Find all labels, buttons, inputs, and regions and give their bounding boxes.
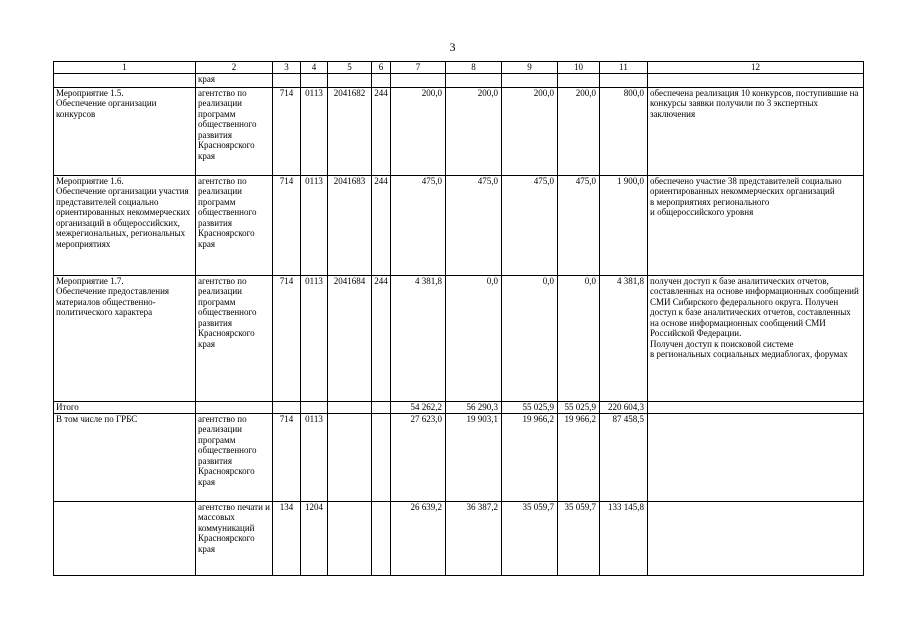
grbs-cell: края <box>196 73 273 87</box>
amount-cell: 200,0 <box>502 87 558 175</box>
amount-cell: 35 059,7 <box>558 501 600 575</box>
table-row <box>54 175 864 275</box>
header-cell: 11 <box>600 62 648 74</box>
code-cell: 714 <box>273 275 301 401</box>
header-cell: 10 <box>558 62 600 74</box>
event-name-cell: Мероприятие 1.6. Обеспечение организации участия представителей социально ориентированных некоммерческих организаций в общероссийских, межрегиональных, региональных мероприятиях <box>54 175 196 275</box>
event-name-cell <box>54 501 196 575</box>
code-cell: 1204 <box>301 501 328 575</box>
amount-cell: 220 604,3 <box>600 401 648 413</box>
grbs-cell: агентство по реализации программ общественного развития Красноярского края <box>196 87 273 175</box>
header-cell: 12 <box>648 62 864 74</box>
total-row <box>54 401 864 413</box>
table-row <box>54 413 864 501</box>
result-cell: обеспечена реализация 10 конкурсов, поступившие на конкурсы заявки получили по 3 экспертных заключения <box>648 87 864 175</box>
amount-cell: 133 145,8 <box>600 501 648 575</box>
amount-cell: 475,0 <box>391 175 446 275</box>
amount-cell: 35 059,7 <box>502 501 558 575</box>
code-cell <box>328 501 372 575</box>
amount-cell <box>446 73 502 87</box>
header-cell: 7 <box>391 62 446 74</box>
grbs-cell: агентство печати и массовых коммуникаций Красноярского края <box>196 501 273 575</box>
amount-cell: 4 381,8 <box>600 275 648 401</box>
code-cell <box>328 413 372 501</box>
result-cell: получен доступ к базе аналитических отчетов, составленных на основе информационных сообщений СМИ Сибирского федерального округа. Получен доступ к базе аналитических отчетов, составленных на основе информационных сообщений СМИ Российской Федерации. Получен доступ к поисковой системе в региональных социальных медиаблогах, форумах <box>648 275 864 401</box>
code-cell: 244 <box>372 175 391 275</box>
amount-cell: 4 381,8 <box>391 275 446 401</box>
code-cell <box>273 401 301 413</box>
code-cell: 714 <box>273 175 301 275</box>
amount-cell: 475,0 <box>446 175 502 275</box>
code-cell: 134 <box>273 501 301 575</box>
amount-cell: 27 623,0 <box>391 413 446 501</box>
event-name-cell: В том числе по ГРБС <box>54 413 196 501</box>
header-cell: 3 <box>273 62 301 74</box>
table-row <box>54 87 864 175</box>
budget-table <box>53 61 864 576</box>
table-row <box>54 73 864 87</box>
amount-cell: 200,0 <box>558 87 600 175</box>
header-cell: 6 <box>372 62 391 74</box>
event-name-cell: Итого <box>54 401 196 413</box>
code-cell: 244 <box>372 275 391 401</box>
amount-cell: 0,0 <box>502 275 558 401</box>
code-cell <box>301 401 328 413</box>
grbs-cell: агентство по реализации программ общественного развития Красноярского края <box>196 413 273 501</box>
amount-cell: 56 290,3 <box>446 401 502 413</box>
header-cell: 5 <box>328 62 372 74</box>
amount-cell <box>502 73 558 87</box>
code-cell: 0113 <box>301 275 328 401</box>
amount-cell: 54 262,2 <box>391 401 446 413</box>
event-name-cell <box>54 73 196 87</box>
amount-cell: 26 639,2 <box>391 501 446 575</box>
amount-cell: 87 458,5 <box>600 413 648 501</box>
amount-cell: 19 903,1 <box>446 413 502 501</box>
amount-cell: 200,0 <box>391 87 446 175</box>
grbs-cell: агентство по реализации программ общественного развития Красноярского края <box>196 275 273 401</box>
code-cell: 2041682 <box>328 87 372 175</box>
code-cell: 714 <box>273 87 301 175</box>
header-cell: 4 <box>301 62 328 74</box>
result-cell: обеспечено участие 38 представителей социально ориентированных некоммерческих организаций в мероприятиях регионального и общероссийского уровня <box>648 175 864 275</box>
amount-cell <box>558 73 600 87</box>
amount-cell: 0,0 <box>446 275 502 401</box>
amount-cell: 475,0 <box>558 175 600 275</box>
amount-cell <box>600 73 648 87</box>
amount-cell: 200,0 <box>446 87 502 175</box>
code-cell: 0113 <box>301 87 328 175</box>
event-name-cell: Мероприятие 1.7. Обеспечение предоставления материалов общественно-политического характера <box>54 275 196 401</box>
grbs-cell <box>196 401 273 413</box>
header-cell: 2 <box>196 62 273 74</box>
code-cell: 0113 <box>301 175 328 275</box>
code-cell <box>301 73 328 87</box>
code-cell: 0113 <box>301 413 328 501</box>
code-cell: 2041683 <box>328 175 372 275</box>
code-cell: 244 <box>372 87 391 175</box>
table-row <box>54 275 864 401</box>
event-name-cell: Мероприятие 1.5. Обеспечение организации конкурсов <box>54 87 196 175</box>
amount-cell: 36 387,2 <box>446 501 502 575</box>
code-cell <box>372 501 391 575</box>
amount-cell: 1 900,0 <box>600 175 648 275</box>
code-cell: 714 <box>273 413 301 501</box>
code-cell <box>372 401 391 413</box>
result-cell <box>648 401 864 413</box>
amount-cell: 55 025,9 <box>558 401 600 413</box>
amount-cell: 19 966,2 <box>502 413 558 501</box>
page-number: 3 <box>449 40 456 54</box>
column-numbers-row <box>54 62 864 74</box>
code-cell <box>372 413 391 501</box>
code-cell <box>372 73 391 87</box>
code-cell: 2041684 <box>328 275 372 401</box>
header-cell: 9 <box>502 62 558 74</box>
grbs-cell: агентство по реализации программ общественного развития Красноярского края <box>196 175 273 275</box>
code-cell <box>273 73 301 87</box>
code-cell <box>328 401 372 413</box>
header-cell: 8 <box>446 62 502 74</box>
amount-cell: 55 025,9 <box>502 401 558 413</box>
amount-cell <box>391 73 446 87</box>
header-cell: 1 <box>54 62 196 74</box>
code-cell <box>328 73 372 87</box>
result-cell <box>648 413 864 501</box>
result-cell <box>648 501 864 575</box>
amount-cell: 800,0 <box>600 87 648 175</box>
amount-cell: 475,0 <box>502 175 558 275</box>
table-row <box>54 501 864 575</box>
amount-cell: 19 966,2 <box>558 413 600 501</box>
result-cell <box>648 73 864 87</box>
amount-cell: 0,0 <box>558 275 600 401</box>
